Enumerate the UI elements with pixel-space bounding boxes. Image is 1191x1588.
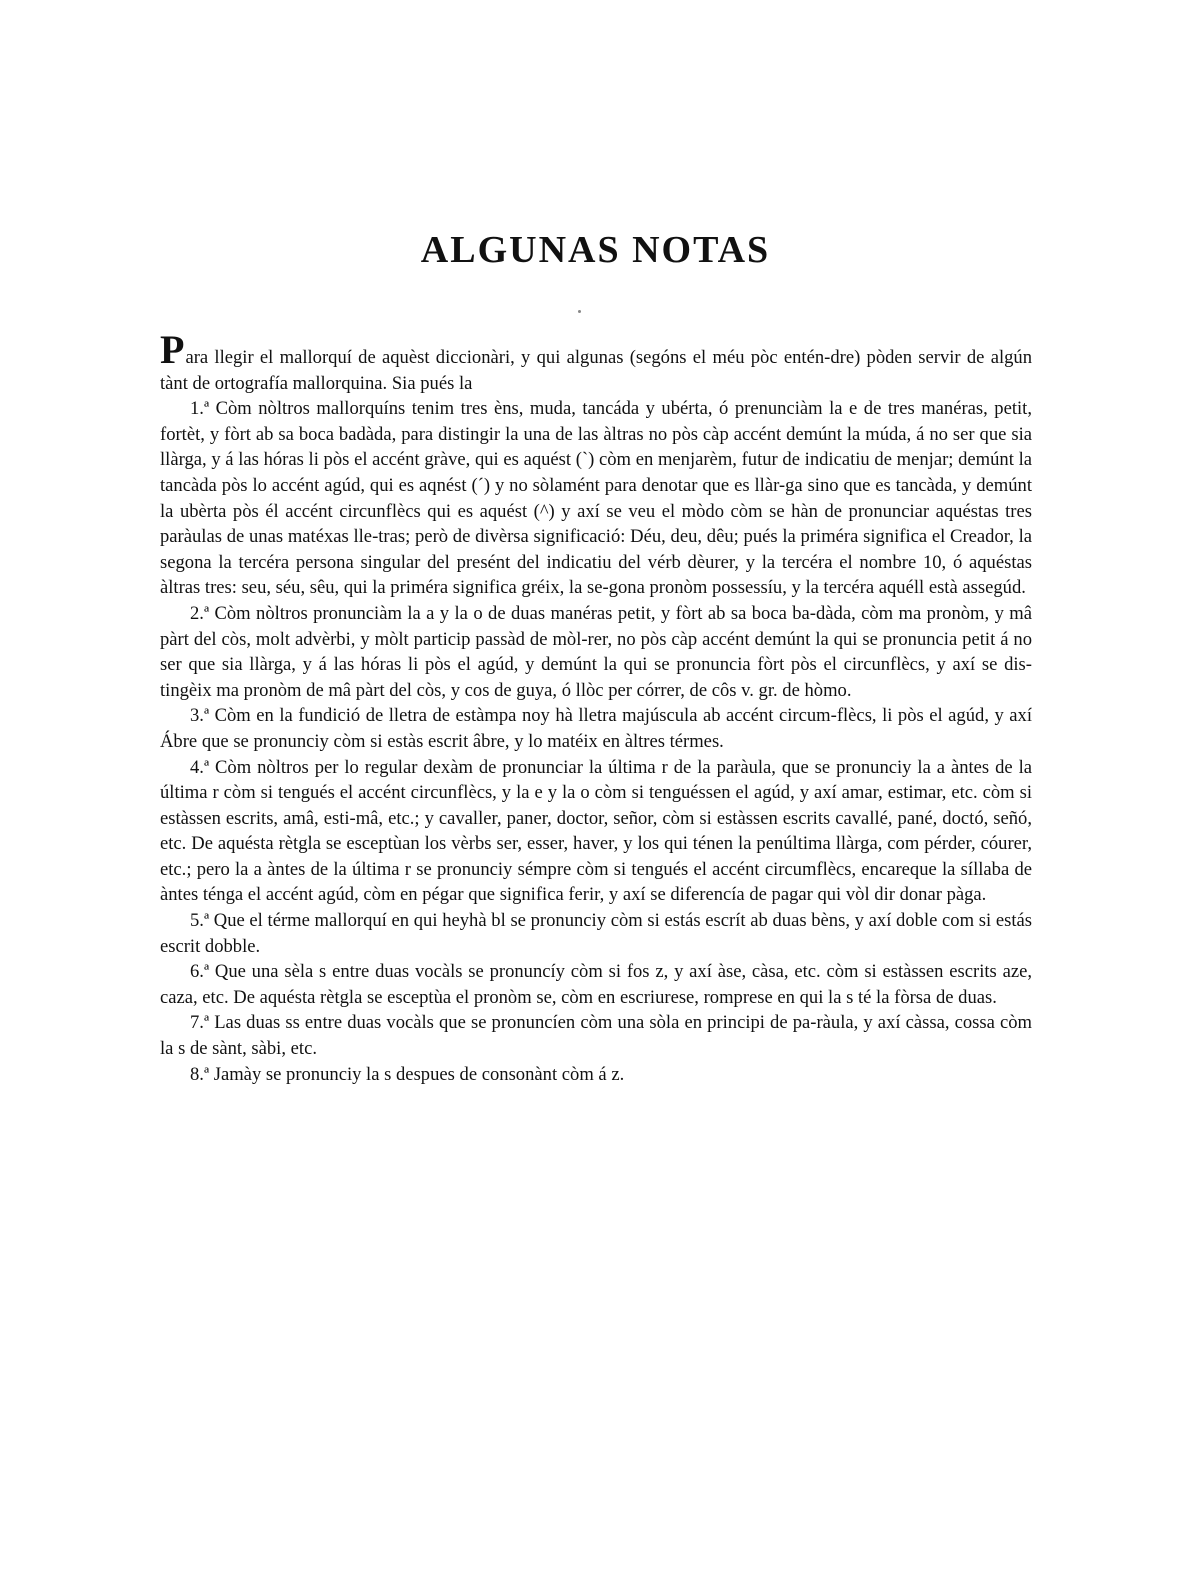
note-item <box>160 1010 1032 1061</box>
note-item <box>160 1062 1032 1088</box>
intro-text: ara llegir el mallorquí de aquèst diccionàri, y qui algunas (segóns el méu pòc entén-dre) pòden servir de algún tànt de ortografía mallorquina. Sia pués la <box>160 347 1032 394</box>
note-number: 1.ª <box>190 398 210 420</box>
note-item <box>160 908 1032 959</box>
note-text: Que el térme mallorquí en qui heyhà bl se pronunciy còm si estás escrít ab duas bèns, y axí doble com si estás escrit dobble. <box>160 910 1032 957</box>
note-text: Còm nòltros mallorquíns tenim tres èns, muda, tancáda y ubérta, ó prenunciàm la e de tres manéras, petit, fortèt, y fòrt ab sa boca badàda, para distingir la una de las àltras no pòs càp accént demúnt la múda, á no ser que sia llàrga, y á las hóras li pòs el accént gràve, qui es aquést (`) còm en menjarèm, futur de indicatiu de menjar; demúnt la tancàda pòs lo accént agúd, qui es aqnést (´) y no sòlamént para denotar que es llàr-ga sino que es tancàda, y demúnt la ubèrta pòs él accént circunflècs qui es aquést (^) y axí se veu el mòdo còm se hàn de pronunciar aquéstas tres paràulas de unas matéxas lle-tras; però de divèrsa significació: Déu, deu, dêu; pués la priméra significa el Creador, la segona la tercéra persona singular del presént del indicatiu del vérb dèurer, y la tercéra el nombre 10, ó aquéstas àltras tres: seu, séu, sêu, qui la priméra significa gréix, la se-gona pronòm possessíu, y la tercéra aquéll està assegúd. <box>160 398 1033 599</box>
note-text: Jamày se pronunciy la s despues de consonànt còm á z. <box>213 1063 625 1085</box>
note-number: 3.ª <box>190 705 210 727</box>
note-text: Còm nòltros pronunciàm la a y la o de duas manéras petit, y fòrt ab sa boca ba-dàda, còm ma pronòm, y mâ pàrt del còs, molt advèrbi, y mòlt particip passàd de mòl-rer, no pòs càp accént demúnt la qui se pronuncia petit á no ser que sia llàrga, y á las hóras li pòs el agúd, y demúnt la qui se pronuncia fòrt pòs el circunflècs, y axí se dis-tingèix ma pronòm de mâ pàrt del còs, y cos de guya, ó llòc per córrer, de côs v. gr. de hòmo. <box>160 602 1032 701</box>
note-number: 8.ª <box>190 1063 210 1085</box>
drop-cap: P <box>160 327 185 372</box>
note-number: 7.ª <box>190 1012 210 1034</box>
note-item <box>160 601 1032 703</box>
note-number: 6.ª <box>190 961 210 983</box>
page-title: ALGUNAS NOTAS <box>420 229 771 271</box>
note-text: Que una sèla s entre duas vocàls se pronuncíy còm si fos z, y axí àse, càsa, etc. còm si estàssen escrits aze, caza, etc. De aquésta rètgla se esceptùa el pronòm se, còm en escriurese, romprese en qui la s té la fòrsa de duas. <box>160 961 1032 1008</box>
note-number: 2.ª <box>190 602 210 624</box>
note-text: Còm en la fundició de lletra de estàmpa noy hà lletra majúscula ab accént circum-flècs, li pòs el agúd, y axí Ábre que se pronunciy còm si estàs escrit âbre, y lo matéix en àltres térmes. <box>160 705 1032 752</box>
intro-paragraph <box>160 327 1032 396</box>
note-item <box>160 755 1032 909</box>
note-item <box>160 703 1032 754</box>
note-number: 4.ª <box>190 756 210 778</box>
note-text: Las duas ss entre duas vocàls que se pronuncíen còm una sòla en principi de pa-ràula, y axí càssa, cossa còm la s de sànt, sàbi, etc. <box>160 1012 1032 1060</box>
notes-body <box>160 327 1033 1087</box>
note-text: Còm nòltros per lo regular dexàm de pronunciar la última r de la paràula, que se pronunciy la a àntes de la última r còm si tengués el accént circunflècs, y la e y la o còm si tenguéssen el agúd, y axí amar, estimar, etc. còm si estàssen escrits, amâ, esti-mâ, etc.; y cavaller, paner, doctor, señor, còm si estàssen escrits cavallé, pané, doctó, señó, etc. De aquésta rètgla se esceptùan los vèrbs ser, esser, haver, y los qui ténen la penúltima llàrga, com pérder, cóurer, etc.; pero la a àntes de la última r se pronunciy sémpre còm si tengués el accént circumflècs, encareque la síllaba de àntes ténga el accént agúd, còm en pégar que significa ferir, y axí se diferencía de pagar qui vòl dir donar pàga. <box>160 756 1032 906</box>
note-item <box>160 396 1032 601</box>
note-number: 5.ª <box>190 910 210 932</box>
note-item <box>160 959 1032 1010</box>
decorative-dot <box>578 310 581 313</box>
